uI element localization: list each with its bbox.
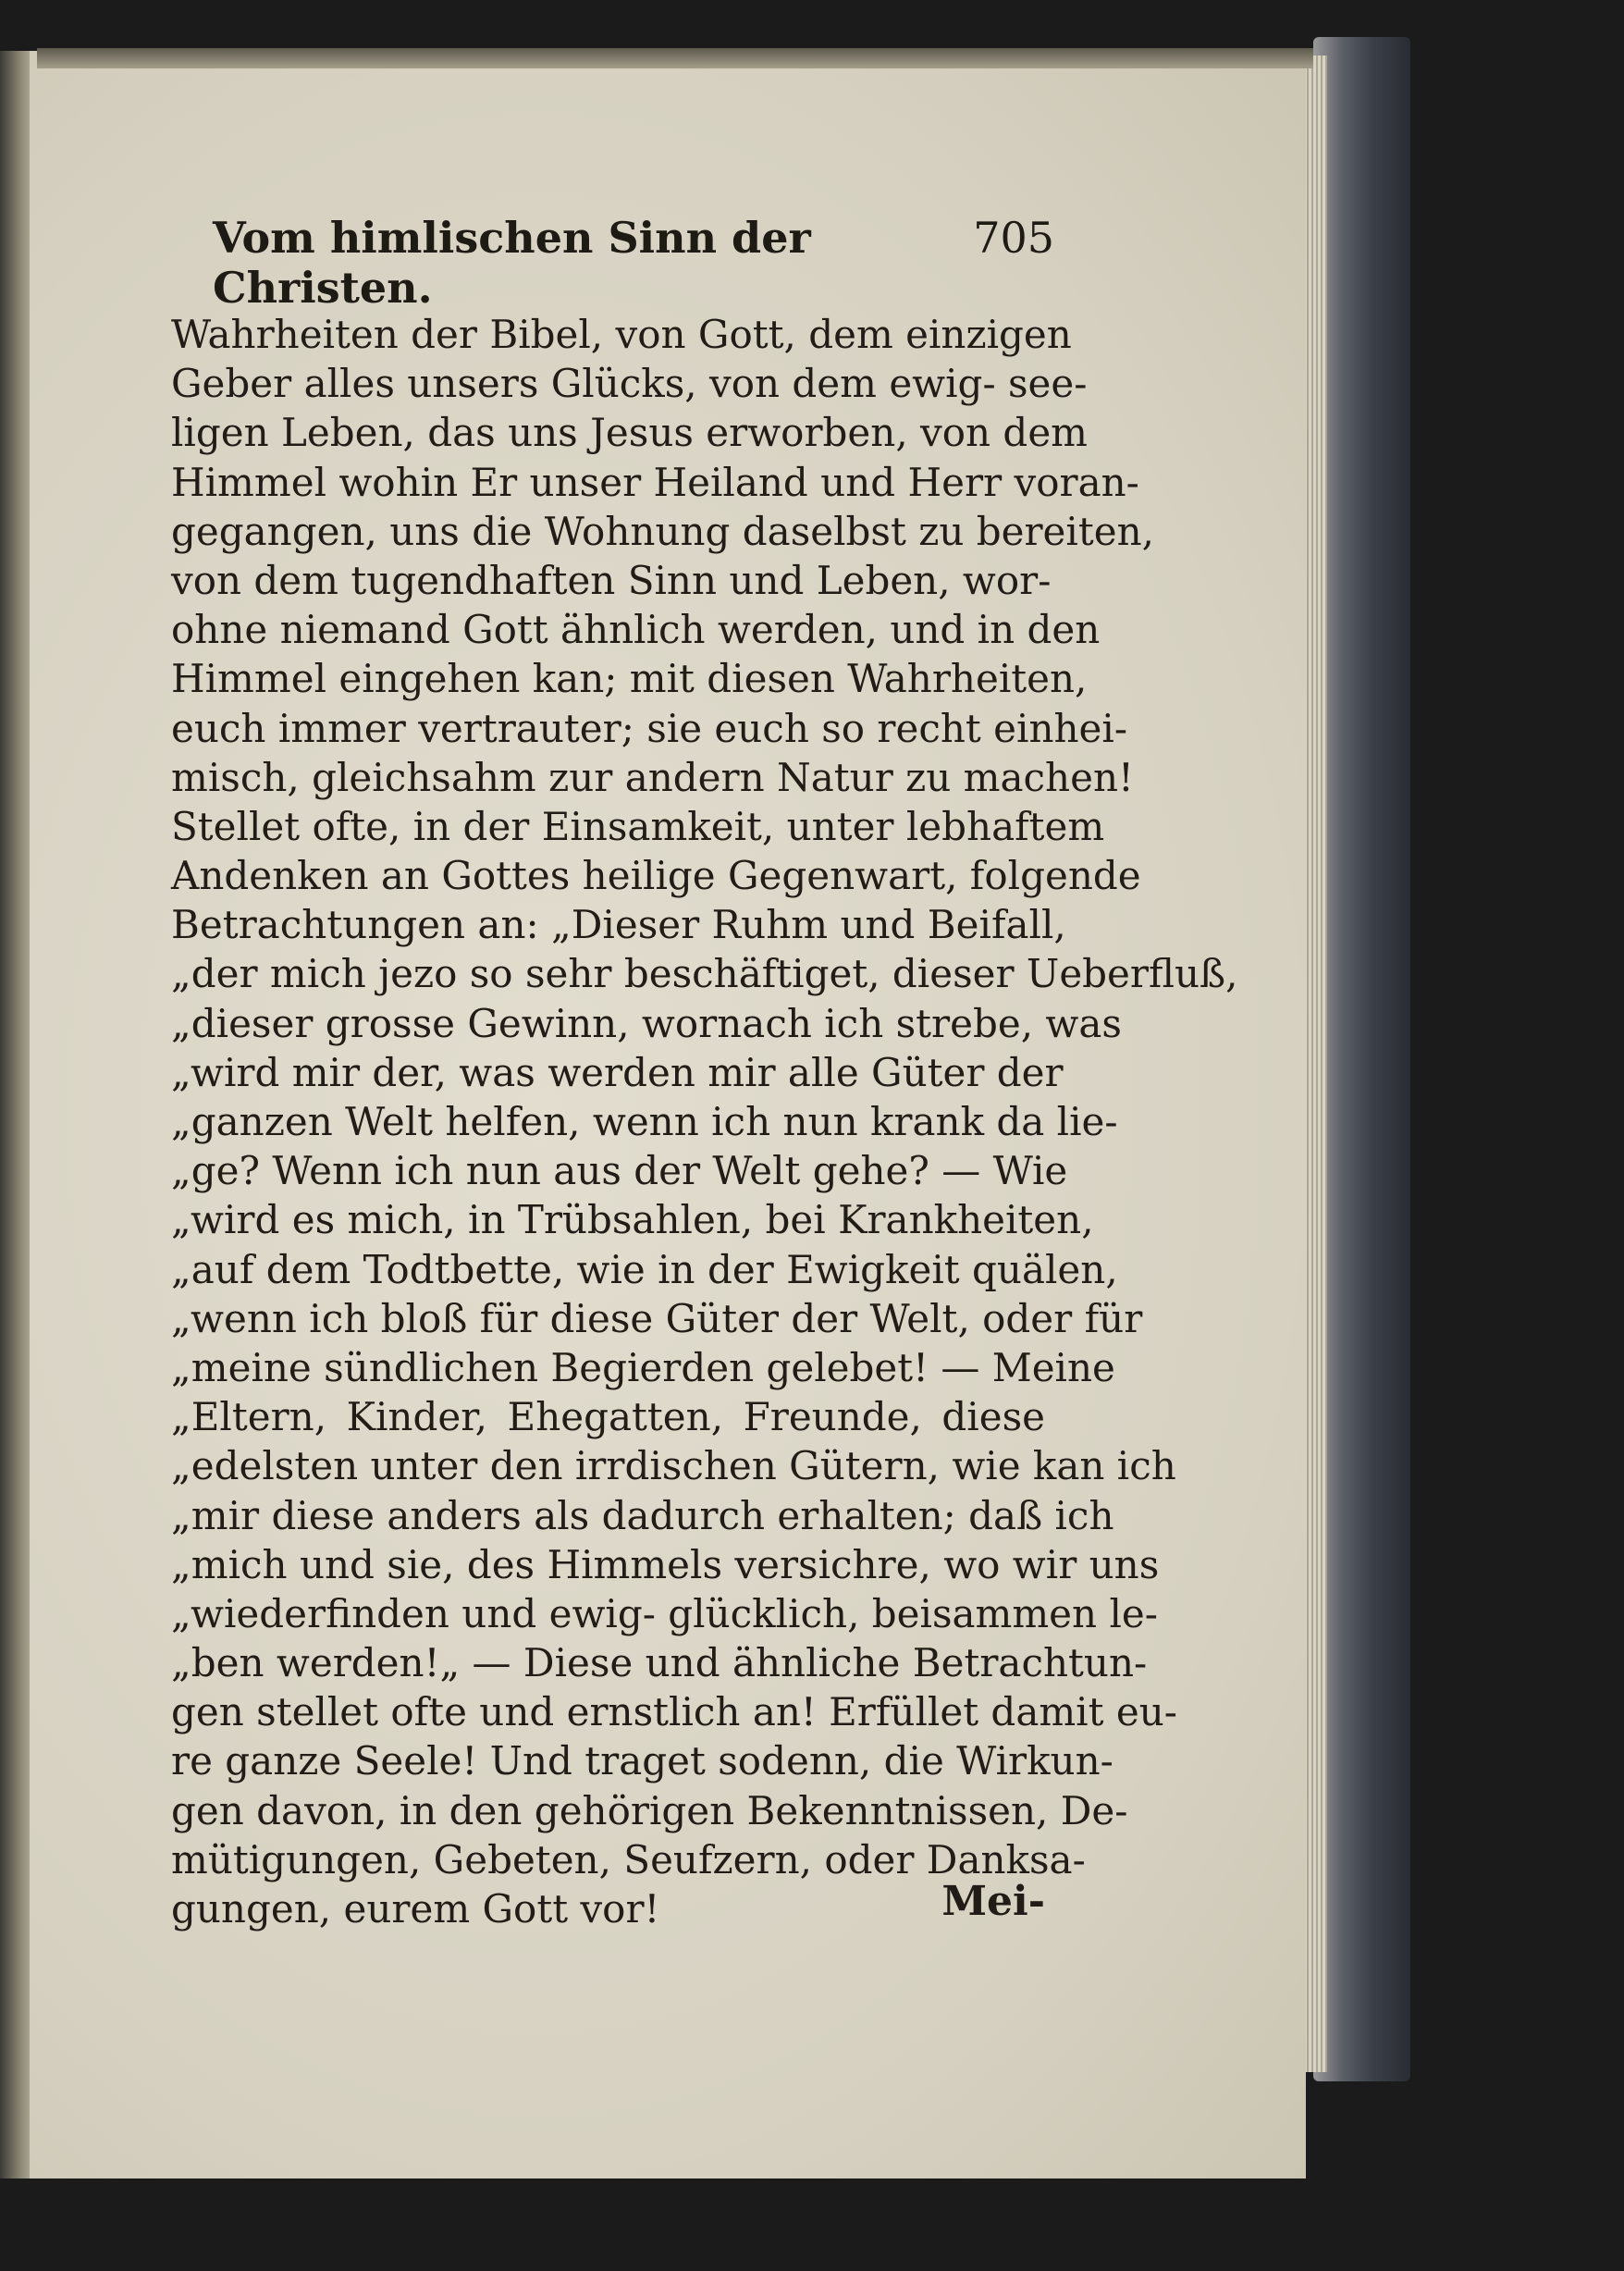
page-top-edge (37, 48, 1313, 68)
text-line: „ganzen Welt helfen, wenn ich nun krank da lie- (171, 1099, 1118, 1144)
text-line: gen davon, in den gehörigen Bekenntnissen, De- (171, 1787, 1128, 1833)
text-line: gungen, eurem Gott vor! (171, 1886, 660, 1932)
page-title: Vom himlischen Sinn der Christen. (213, 213, 811, 313)
text-line: Wahrheiten der Bibel, von Gott, dem einzigen (171, 312, 1072, 357)
text-line: „mir diese anders als dadurch erhalten; daß ich (171, 1492, 1114, 1538)
text-line: ohne niemand Gott ähnlich werden, und in den (171, 607, 1101, 653)
text-line: „auf dem Todtbette, wie in der Ewigkeit quälen, (171, 1246, 1118, 1292)
text-line: „wenn ich bloß für diese Güter der Welt, oder für (171, 1295, 1143, 1341)
text-line: „ben werden!„ — Diese und ähnliche Betrachtun- (171, 1640, 1148, 1686)
text-line: gen stellet ofte und ernstlich an! Erfüllet damit eu- (171, 1689, 1177, 1735)
text-line: Geber alles unsers Glücks, von dem ewig- see- (171, 361, 1088, 407)
text-line: ligen Leben, das uns Jesus erworben, von dem (171, 410, 1088, 456)
text-line: „edelsten unter den irrdischen Gütern, wie kan ich (171, 1443, 1176, 1489)
text-line: „wiederfinden und ewig- glücklich, beisammen le- (171, 1590, 1158, 1636)
text-line: Himmel wohin Er unser Heiland und Herr voran- (171, 459, 1139, 505)
text-line: Betrachtungen an: „Dieser Ruhm und Beifall, (171, 902, 1066, 948)
text-line: „Eltern, Kinder, Ehegatten, Freunde, diese (171, 1394, 1045, 1440)
book-cover-edge (1313, 37, 1410, 2081)
text-line: mütigungen, Gebeten, Seufzern, oder Danksa- (171, 1836, 1086, 1882)
text-line: „wird mir der, was werden mir alle Güter der (171, 1049, 1064, 1095)
text-line: Andenken an Gottes heilige Gegenwart, folgende (171, 853, 1141, 899)
text-line: „dieser grosse Gewinn, wornach ich strebe, was (171, 1000, 1122, 1046)
text-line: euch immer vertrauter; sie euch so recht einhei- (171, 705, 1128, 751)
text-line: Himmel eingehen kan; mit diesen Wahrheiten, (171, 656, 1088, 702)
text-line: gegangen, uns die Wohnung daselbst zu bereiten, (171, 508, 1154, 554)
page-number: 705 (973, 213, 1054, 263)
catchword: Mei- (941, 1878, 1045, 1925)
text-line: „meine sündlichen Begierden gelebet! — Meine (171, 1344, 1115, 1390)
text-line: Stellet ofte, in der Einsamkeit, unter lebhaftem (171, 803, 1105, 849)
text-line: „der mich jezo so sehr beschäftiget, dieser Ueberfluß, (171, 951, 1238, 997)
running-head (213, 213, 1054, 313)
text-line: misch, gleichsahm zur andern Natur zu machen! (171, 754, 1134, 800)
text-line: von dem tugendhaften Sinn und Leben, wor- (171, 557, 1052, 603)
body-text (171, 310, 1238, 1933)
text-line: re ganze Seele! Und traget sodenn, die Wirkun- (171, 1738, 1113, 1784)
text-line: „wird es mich, in Trübsahlen, bei Krankheiten, (171, 1197, 1094, 1243)
text-line: „ge? Wenn ich nun aus der Welt gehe? — Wie (171, 1148, 1068, 1194)
text-line: „mich und sie, des Himmels versichre, wo wir uns (171, 1541, 1160, 1587)
